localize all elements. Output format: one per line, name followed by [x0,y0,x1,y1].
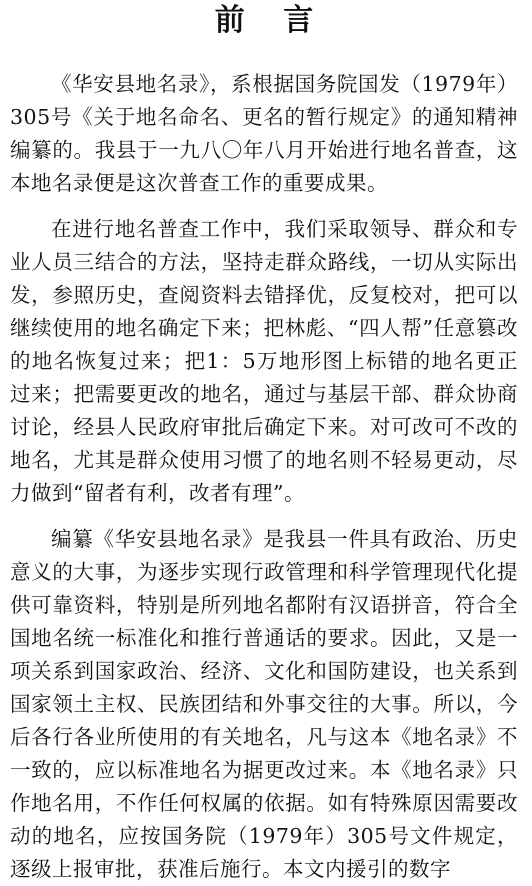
page-title: 前 言 [214,3,328,38]
paragraph-significance: 编纂《华安县地名录》是我县一件具有政治、历史意义的大事，为逐步实现行政管理和科学管理现代化提供可靠资料，特别是所列地名都附有汉语拼音，符合全国地名统一标准化和推行普通话的要求。因此，又是一项关系到国家政治、经济、文化和国防建设，也关系到国家领土主权、民族团结和外事交往的大事。所以，今后各行各业所使用的有关地名，凡与这本《地名录》不一致的，应以标准地名为据更改过来。本《地名录》只作地名用，不作任何权属的依据。如有特殊原因需要改动的地名，应按国务院（1979年）305号文件规定，逐级上报审批，获准后施行。本文内援引的数字 [10,527,518,881]
paragraph-intro: 《华安县地名录》，系根据国务院国发（1979年）305号《关于地名命名、更名的暂行规定》的通知精神编纂的。我县于一九八〇年八月开始进行地名普查，这本地名录便是这次普查工作的重要成果。 [10,72,518,195]
paragraph-method: 在进行地名普查工作中，我们采取领导、群众和专业人员三结合的方法，坚持走群众路线，一切从实际出发，参照历史，查阅资料去错择优，反复校对，把可以继续使用的地名确定下来；把林彪、“四人帮”任意篡改的地名恢复过来；把1：5万地形图上标错的地名更正过来；把需要更改的地名，通过与基层干部、群众协商讨论，经县人民政府审批后确定下来。对可改可不改的地名，尤其是群众使用习惯了的地名则不轻易更动，尽力做到“留者有利，改者有理”。 [10,217,518,505]
